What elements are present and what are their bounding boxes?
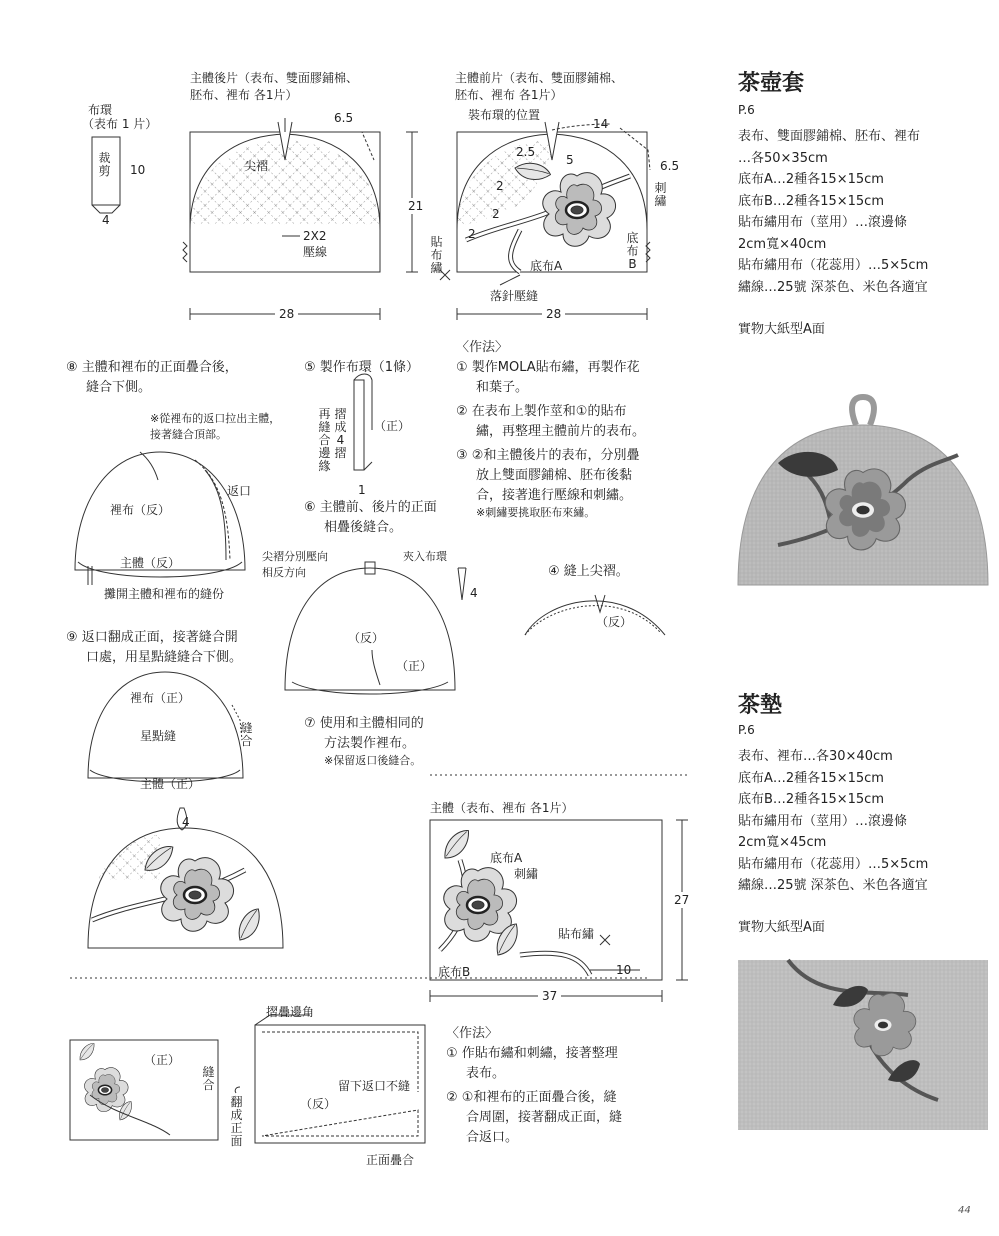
mat-embroidery: 刺繡 xyxy=(514,867,539,881)
step9-sew: 縫合 xyxy=(240,721,253,748)
method1-s3c: 合，接著進行壓線和刺繡。 xyxy=(476,488,633,503)
front-base-a: 底布A xyxy=(530,259,563,273)
tea-cozy-pattern-note: 實物大紙型A面 xyxy=(738,322,825,337)
step9-dim-4: 4 xyxy=(182,815,190,829)
method1-s3a: ③ ②和主體後片的表布，分別疊 xyxy=(456,448,640,463)
back-title-2: 胚布、裡布 各1片） xyxy=(190,88,298,102)
step9-shape xyxy=(88,672,243,778)
loop-piece-subtitle: （表布 1 片） xyxy=(82,117,158,131)
tea-cozy-material: …各50×35cm xyxy=(738,150,828,166)
front-dim-6-5: 6.5 xyxy=(660,159,680,173)
step9-text xyxy=(66,628,242,668)
mat-base-a: 底布A xyxy=(490,851,523,865)
back-dart-label: 尖褶 xyxy=(244,159,269,173)
step6-dim4: 4 xyxy=(470,586,478,600)
back-title-1: 主體後片（表布、雙面膠鋪棉、 xyxy=(190,71,359,85)
front-dim-2c: 2 xyxy=(468,227,476,241)
step6-text xyxy=(304,498,437,538)
tea-mat-material: 底布B…2種各15×15cm xyxy=(738,792,884,807)
loop-dim-width: 4 xyxy=(102,213,110,227)
step8-open-seam: 攤開主體和裡布的縫份 xyxy=(104,587,225,601)
tea-cozy-material: 貼布繡用布（莖用）…滾邊條 xyxy=(738,215,908,230)
step6-front: （正） xyxy=(396,659,433,673)
method1-s1a: ① 製作MOLA貼布繡，再製作花 xyxy=(456,360,640,375)
method1-s2b: 繡，再整理主體前片的表布。 xyxy=(476,424,646,439)
tea-cozy-material: 底布B…2種各15×15cm xyxy=(738,193,884,209)
step7-line2: 方法製作裡布。 xyxy=(324,736,416,751)
step6-line2: 相疊後縫合。 xyxy=(324,520,403,535)
step7-line1: ⑦ 使用和主體相同的 xyxy=(304,716,424,731)
tea-mat-material: 2cm寬×45cm xyxy=(738,835,827,850)
mat-step-turn: 翻成正面 xyxy=(230,1095,243,1148)
method1-header: 〈作法〉 xyxy=(456,340,509,355)
step8-note1: ※從裡布的返口拉出主體， xyxy=(150,412,281,425)
method2-s1b: 表布。 xyxy=(466,1066,506,1081)
step8-line1: ⑧ 主體和裡布的正面疊合後， xyxy=(66,360,238,375)
back-quilt-1: 2X2 xyxy=(303,229,327,243)
method1-s3b: 放上雙面膠鋪棉、胚布後黏 xyxy=(476,468,633,483)
step6-dart-dir1: 尖褶分別壓向 xyxy=(262,550,328,563)
step8-opening: 返口 xyxy=(227,484,252,498)
mat-step-back: （反） xyxy=(300,1097,337,1111)
method2-header: 〈作法〉 xyxy=(446,1026,499,1041)
mat-applique: 貼布繡 xyxy=(558,927,595,941)
front-title-2: 胚布、裡布 各1片） xyxy=(455,88,563,102)
tea-mat-pattern-note: 實物大紙型A面 xyxy=(738,920,825,935)
page-number: 44 xyxy=(958,1205,971,1216)
step8-line2: 縫合下側。 xyxy=(86,380,152,395)
tea-cozy-material: 貼布繡用布（花蕊用）…5×5cm xyxy=(738,258,929,273)
tea-cozy-material: 表布、雙面膠鋪棉、胚布、裡布 xyxy=(738,129,921,144)
method1-block xyxy=(456,338,645,520)
step8-body-back: 主體（反） xyxy=(120,556,181,570)
loop-cut-label: 裁剪 xyxy=(98,151,111,178)
mat-dim-27: 27 xyxy=(674,893,690,907)
step9-lining-front: 裡布（正） xyxy=(130,691,191,705)
step5-front: （正） xyxy=(374,419,411,433)
tea-cozy-page-ref: P.6 xyxy=(738,103,755,117)
method2-block xyxy=(446,1024,622,1148)
mat-dim-10: 10 xyxy=(616,963,632,977)
step6-dart-dir2: 相反方向 xyxy=(262,566,306,579)
front-loop-pos: 裝布環的位置 xyxy=(468,108,541,122)
method2-s2b: 合周圍，接著翻成正面，縫 xyxy=(466,1110,623,1125)
front-stitch-ditch: 落針壓縫 xyxy=(490,289,539,303)
step7-text xyxy=(304,714,424,754)
step6-back: （反） xyxy=(348,631,385,645)
step4-title: ④ 縫上尖褶。 xyxy=(548,564,629,579)
method1-s2a: ② 在表布上製作莖和①的貼布 xyxy=(456,404,627,419)
method2-s2a: ② ①和裡布的正面疊合後，縫 xyxy=(446,1090,617,1105)
mat-step-rs-together: 正面疊合 xyxy=(366,1153,415,1167)
tea-mat-materials xyxy=(738,746,928,897)
front-dim-2a: 2 xyxy=(496,179,504,193)
step5-dim1: 1 xyxy=(358,483,366,497)
back-dim-top: 6.5 xyxy=(334,111,354,125)
method2-s1a: ① 作貼布繡和刺繡，接著整理 xyxy=(446,1046,618,1061)
tea-mat-photo xyxy=(738,960,988,1130)
front-applique-label: 貼布繡 xyxy=(430,235,443,275)
front-dim-2b: 2 xyxy=(492,207,500,221)
step5-title: ⑤ 製作布環（1條） xyxy=(304,360,420,375)
back-dim-height: 21 xyxy=(408,199,424,213)
step5-sew-edge: 再縫合邊緣 xyxy=(318,407,331,473)
mat-title: 主體（表布、裡布 各1片） xyxy=(430,801,574,815)
loop-dim-height: 10 xyxy=(130,163,146,177)
front-base-b: 底布B xyxy=(626,231,639,271)
mat-step-leave-opening: 留下返口不縫 xyxy=(338,1079,411,1093)
front-dim-2-5: 2.5 xyxy=(516,145,536,159)
back-quilt-2: 壓線 xyxy=(303,245,328,259)
method1-s1b: 和葉子。 xyxy=(476,380,529,395)
tea-mat-material: 貼布繡用布（花蕊用）…5×5cm xyxy=(738,856,929,872)
tea-cozy-material: 底布A…2種各15×15cm xyxy=(738,172,884,187)
method1-note: ※刺繡要挑取胚布來繡。 xyxy=(476,506,596,519)
method2-s2c: 合返口。 xyxy=(466,1130,519,1145)
step8-text xyxy=(66,358,238,398)
front-title-1: 主體前片（表布、雙面膠鋪棉、 xyxy=(455,71,624,85)
step9-body-front: 主體（正） xyxy=(140,777,201,791)
step6-line1: ⑥ 主體前、後片的正面 xyxy=(304,500,437,515)
tea-mat-material: 表布、裡布…各30×40cm xyxy=(738,749,893,764)
front-dim-14: 14 xyxy=(593,117,609,131)
loop-piece-title: 布環 xyxy=(88,103,113,117)
tea-cozy-material: 2cm寬×40cm xyxy=(738,236,827,252)
tea-mat-material: 繡線…25號 深茶色、米色各適宜 xyxy=(738,878,928,893)
step4-back: （反） xyxy=(596,615,633,629)
step9-star-stitch: 星點縫 xyxy=(140,729,177,743)
mat-base-b: 底布B xyxy=(438,965,471,979)
tea-mat-page-ref: P.6 xyxy=(738,723,755,737)
tea-cozy-title: 茶壺套 xyxy=(738,70,805,96)
step8-lining-back: 裡布（反） xyxy=(110,503,171,517)
step5-fold4: 摺成4摺 xyxy=(334,407,347,460)
tea-mat-title: 茶墊 xyxy=(738,692,783,718)
front-dim-width: 28 xyxy=(542,306,565,322)
step8-note2: 接著縫合頂部。 xyxy=(150,428,227,441)
tea-cozy-photo xyxy=(738,397,988,585)
step9-line1: ⑨ 返口翻成正面，接著縫合開 xyxy=(66,630,238,645)
mat-step-fold-corner: 摺疊邊角 xyxy=(266,1005,315,1019)
mat-step-sew: 縫合 xyxy=(202,1065,215,1092)
step7-note: ※保留返口後縫合。 xyxy=(324,754,422,767)
back-dim-width: 28 xyxy=(275,306,298,322)
tea-mat-material: 底布A…2種各15×15cm xyxy=(738,770,884,786)
tea-cozy-materials xyxy=(738,126,928,298)
tea-cozy-material: 繡線…25號 深茶色、米色各適宜 xyxy=(738,279,928,295)
front-dim-5: 5 xyxy=(566,153,574,167)
tea-mat-material: 貼布繡用布（莖用）…滾邊條 xyxy=(738,813,908,829)
mat-dim-37: 37 xyxy=(538,988,561,1004)
front-embroidery-label: 刺繡 xyxy=(654,181,667,208)
step6-insert-loop: 夾入布環 xyxy=(403,550,447,563)
mat-step-front: （正） xyxy=(144,1053,181,1067)
step9-line2: 口處，用星點縫縫合下側。 xyxy=(86,650,243,665)
